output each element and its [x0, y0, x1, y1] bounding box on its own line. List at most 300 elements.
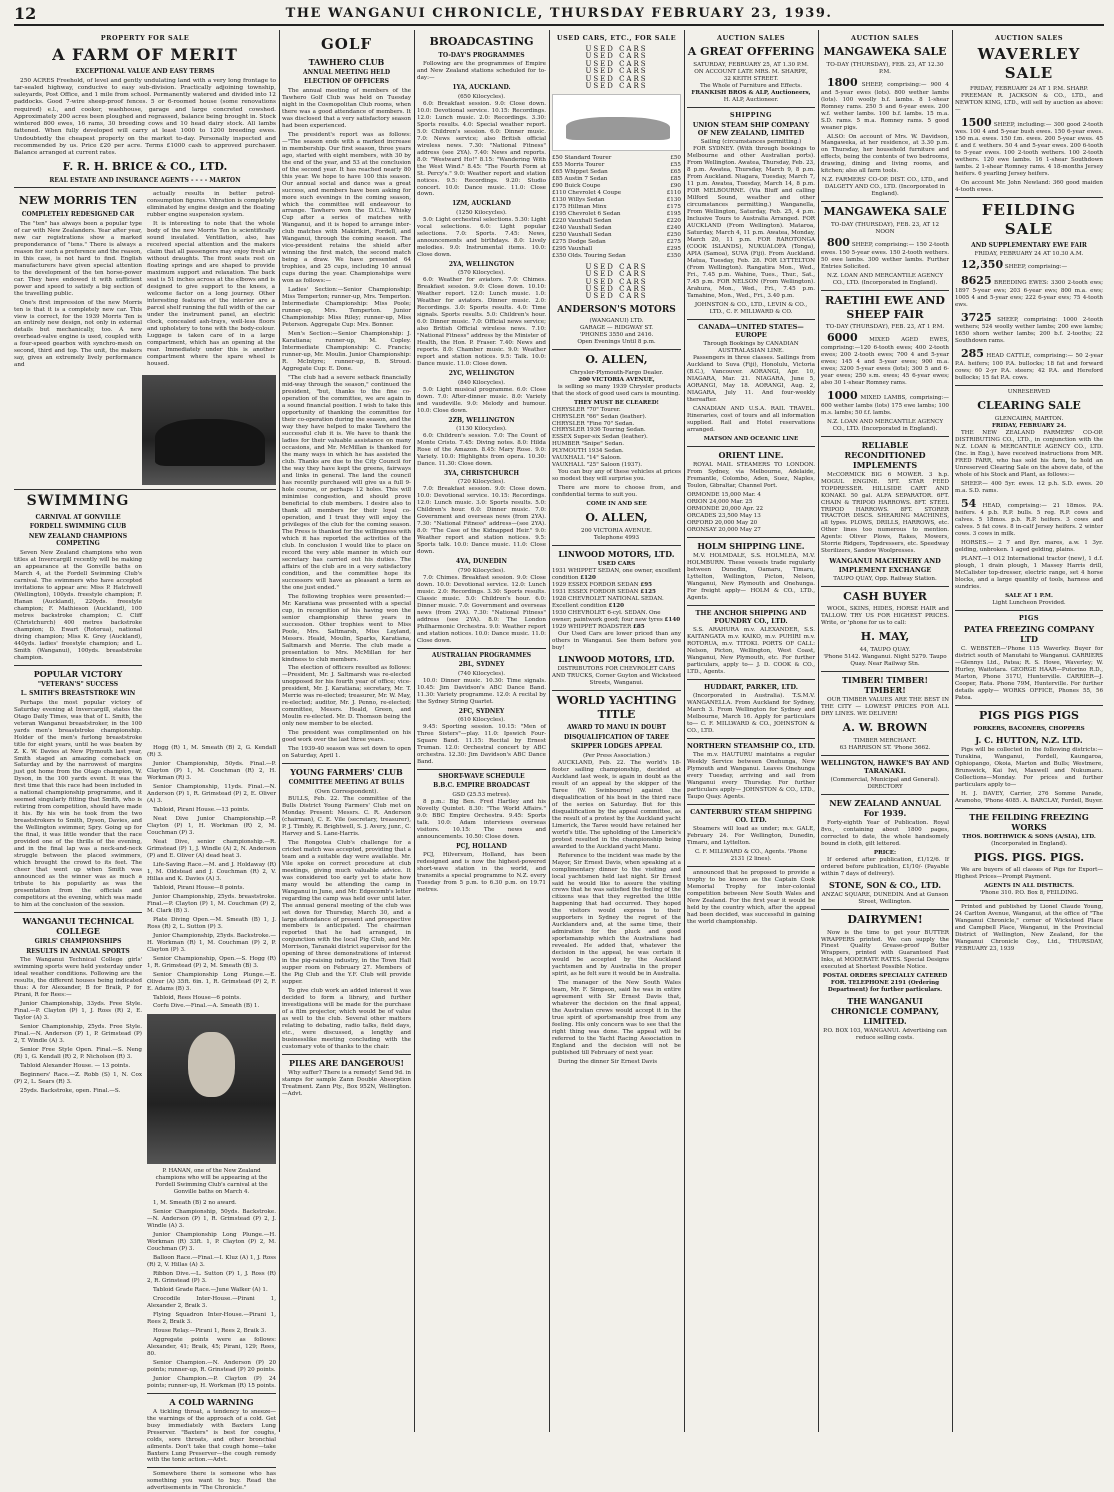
- used-cars-banner: USED CARS USED CARS USED CARS USED CARS USED CARS: [585, 262, 648, 301]
- car-name: £295 Vauxhall: [552, 245, 593, 252]
- holm-paragraph: M.V. HOLMDALE, S.S. HOLMLEA, M.V. HOLMBURN. These vessels trade regularly between Dunedin, Oamaru, Timaru, Lyttelton, Wellington, Picton, Nelson, Wanganui, New Plymouth and Onehunga. For freight apply— HOLM & CO., LTD., Agents.: [687, 552, 815, 601]
- station-name: 2ZB, WELLINGTON: [448, 416, 515, 424]
- car-price: £120: [608, 602, 625, 609]
- allen-car-item: ESSEX Super-six Sedan (leather).: [552, 434, 648, 441]
- morris-paragraph: The "ten" has always been a popular type of car with New Zealanders. Year after year, new car registrations show a marked preponderance of "tens." There is always a reason for such a preference and the reason, in this case, is not hard to find. English manufacturers have given special attention to the development of the ten horse-power car. They have endowed it with sufficient power and speed to satisfy a big section of the travelling public.: [14, 220, 142, 297]
- linwood-name: LINWOOD MOTORS, LTD.: [558, 653, 675, 664]
- waverley-paragraph: FREEMAN R. JACKSON & CO., LTD., and NEWTON KING, LTD., will sell by auction as above:—: [955, 92, 1103, 113]
- allen-name: O. ALLEN,: [585, 352, 648, 366]
- section-heading: PROPERTY FOR SALE: [100, 34, 190, 42]
- station-name: 2FC, SYDNEY: [458, 707, 505, 715]
- result-line: Junior Championship, 50yds. Final.—P. Clayton (P) 1, M. Couchman (R) 2, H. Workman (R) 3.: [147, 760, 276, 781]
- allen-car-item: VAUXHALL "14" Saloon.: [552, 455, 622, 462]
- clearing-horses: HORSES.— 2 7 and 8yr. mares, a.w. 1 3yr. gelding, unbroken. 1 aged gelding, plains.: [955, 540, 1103, 554]
- cold-warning-paragraph: A tickling throat, a tendency to sneeze—the warnings of the approach of a cold. Get busy immediately with Baxters Lung Preserver. "Baxters" is best for coughs, colds, sore throats, and other bronchial ailments. Don't take that cough home—take Baxters Lung Preserver—the cough remedy with the tonic action.—Advt.: [147, 1408, 276, 1464]
- annual-paragraph: Forty-eighth Year of Publication. Royal 8vo., containing about 1800 pages, corrected to date, the whole handsomely bound in cloth, gilt lettered.: [821, 819, 949, 847]
- yfc-correspondent: (Own Correspondent).: [314, 788, 379, 795]
- pigs-banner: PIGS PIGS PIGS: [979, 709, 1079, 723]
- allen-sub: Chrysler-Plymouth-Fargo Dealer.: [569, 369, 664, 376]
- sale-list: SHEEP, comprising:— 900 4 and 5-year ewes (lots). 800 wether lambs (lots). 100 woolly b.f. lambs. 8 1-shear Romney rams. 250 5 and 6-year ewes. 200 w.f. wether lambs. 100 b.f. lambs. 15 m.a. S.D. rams. 5 m.a. Romney rams. 5 good weaner pigs.: [821, 81, 949, 131]
- station-schedule: 6.0: Breakfast session. 9.0: Close down. 10.0: Devotional service. 10.15: Recordings. 12.0: Lunch music. 2.0: Recordings. 3.30: Sports results. 4.0: Special weather report. 5.0: Children's session. 6.0: Dinner music. 7.0: News service; also British official wireless news. 7.30: "National Fitness" address (see 2YA). 7.40: News and reports. 8.0: "Westward Ho!" 8.15: "Wandering With the West Wind." 8.45: "The Fourth Form at St. Percy's." 9.0: Weather report and station notices. 9.5: Recordings. 9.20: Studio concert. 10.0: Dance music. 11.0: Close down.: [417, 100, 546, 198]
- station-frequency: (840 Kilocycles).: [457, 379, 506, 386]
- orient-ship: ORCADES 23,500 May 13: [687, 512, 761, 519]
- mangaweka-date: TO-DAY (THURSDAY), FEB. 23, AT 12.30 P.M.: [826, 61, 944, 75]
- column-divider: [414, 30, 415, 1432]
- station-frequency: (790 Kilocycles).: [457, 567, 506, 574]
- pcj-headline: PCJ, HOLLAND: [456, 842, 507, 850]
- car-name: £275 Dodge Sedan: [552, 239, 606, 245]
- raetihi-date: TO-DAY (THURSDAY), FEB. 23, AT 1 P.M.: [825, 324, 945, 331]
- column-divider: [549, 30, 550, 1432]
- section-heading: AUCTION SALES: [850, 34, 920, 42]
- column-5: [552, 32, 681, 1432]
- swimming-subhead: NEW ZEALAND CHAMPIONS COMPETING: [28, 532, 128, 548]
- hutton-paragraph: Pigs will be collected in the following districts:—Turakina, Wanganui, Fordell, Kaungaroa, Ophiopango, Okoia, Marton and Bulls; Westmere, Brunswick, Kai Iwi, Maxwell and Nukumaru. Collections—Monday. For prices and further particulars apply to—: [955, 746, 1103, 788]
- car-price: £55: [670, 162, 681, 169]
- union-steamship-sub: Sailing (circumstances permitting.): [700, 139, 802, 146]
- great-offering-text: The Whole of Furniture and Effects.: [699, 82, 803, 89]
- directory-heading: WELLINGTON, HAWKE'S BAY AND TARANAKI.: [821, 758, 949, 775]
- borthwick-sub: (Incorporated in England).: [991, 840, 1067, 847]
- allen-car-item: CHRYSLER 1936 Touring Sedan.: [552, 427, 646, 434]
- column-divider: [684, 30, 685, 1432]
- holm-heading: HOLM SHIPPING LINE.: [697, 540, 805, 551]
- station-name: 2YA, WELLINGTON: [448, 260, 515, 268]
- car-name: £85 Austin 7 Sedan: [552, 176, 608, 183]
- chronicle-company: THE WANGANUI CHRONICLE COMPANY, LIMITED.: [830, 996, 940, 1027]
- linwood-car-row: [552, 568, 681, 582]
- great-offering-account: ON ACCOUNT LATE MRS. M. SHARPE,: [694, 68, 808, 75]
- timber-address: 63 HARRISON ST. 'Phone 3662.: [839, 744, 931, 751]
- allen-car-item: CHRYSLER "Fine 70" Sedan.: [552, 420, 635, 427]
- canada-paragraph: CANADIAN AND U.S.A. RAIL TRAVEL. Itineraries, cost of tours and all information supplied. Rail and Hotel reservations arranged.: [687, 405, 815, 433]
- implements-address: TAUPO QUAY, Opp. Railway Station.: [833, 575, 937, 582]
- allen-clear: THEY MUST BE CLEARED!: [573, 399, 660, 406]
- car-row: [552, 197, 681, 204]
- car-name: £65 Whippet Sedan: [552, 169, 608, 176]
- allen-name: O. ALLEN,: [585, 511, 648, 525]
- great-offering-agent: H. ALP, Auctioneer.: [723, 96, 779, 103]
- raetihi-headline: RAETIHI EWE AND SHEEP FAIR: [825, 293, 945, 321]
- wtc-headline: WANGANUI TECHNICAL COLLEGE: [22, 916, 134, 937]
- popular-victory-subhead: L. SMITH'S BREASTSTROKE WIN: [20, 690, 136, 698]
- sale-quantity: 6000: [827, 331, 858, 345]
- patea-name: PATEA FREEZING COMPANY LTD: [963, 624, 1095, 645]
- station-frequency: (650 Kilocycles).: [457, 93, 506, 100]
- allen-car-item: VAUXHALL "25" Saloon (1937).: [552, 462, 643, 469]
- allen-address: 200 VICTORIA AVENUE.: [581, 528, 652, 535]
- shortwave-headline: SHORT-WAVE SCHEDULE: [438, 772, 525, 780]
- pigs-banner: PIGS. PIGS. PIGS.: [973, 850, 1085, 864]
- allen-telephone: Telephone 4993: [593, 535, 640, 542]
- great-offering-address: 32 KEITH STREET.: [723, 75, 779, 82]
- wtc-paragraph: 25yds. Backstroke, open. Final.—S.: [20, 1087, 121, 1094]
- broadcasting-intro: Following are the programmes of Empire and New Zealand stations scheduled for to-day:—: [417, 61, 546, 82]
- result-line: Crocodile Inter-House.—Pirani 1, Alexander 2, Braik 3.: [147, 1295, 276, 1309]
- sale-list: MIXED LAMBS, comprising:— 600 wether lambs (lots) 175 ewe lambs; 100 m.s. lambs; 50 f.f. lambs.: [821, 394, 949, 416]
- patea-paragraph: C. WEBSTER—'Phone 115 Waverley. Buyer for district south of Manutahi to Wanganui. CARRIERS—Glennys Ltd., Patea; R. S. Howe, Waverley; W. Hurley, Waitotara. GEORGE HAAR—Putorino R.D., Marton, Phone 317U, Hunterville. CARRIER—J. Cooper, Rata. Phone 79M, Hunterville. For further details apply— WORKS OFFICE, Phones 55, 56 Patea.: [955, 646, 1103, 702]
- anderson-line: (WANGANUI) LTD.: [589, 317, 644, 324]
- sale-list: BREEDING EWES: 3300 2-tooth ews; 1897 5-year ews; 203 6-year ews; 800 m.a. ews; 1005 4 and 5-year ews; 222 6-year ews; 75 4-tooth ews.: [955, 279, 1104, 308]
- result-line: Aggregate points were as follows: Alexander, 41; Braik, 45; Pirani, 129; Rees, 80.: [147, 1336, 276, 1357]
- directory-sub: (Commercial, Municipal and General). DIRECTORY: [830, 776, 940, 790]
- column-divider: [279, 30, 280, 1432]
- yfc-paragraph: BULLS, Feb. 22. The committee of the Bulls District Young Farmers' Club met on Monday. Present: Messrs. C. R. Anderson (chairman), C. E. Vile (secretary, treasurer), P. J. Timbly, R. Brightwell, S. J. Avery, junr., C. Harvey and S. Lane-Harris.: [282, 795, 411, 837]
- farm-subhead: EXCEPTIONAL VALUE AND EASY TERMS: [75, 68, 215, 76]
- car-row: [552, 239, 681, 246]
- car-name: £90 Buick Coupe: [552, 183, 601, 190]
- yachting-subhead: SKIPPER LODGES APPEAL: [571, 743, 662, 751]
- result-line: Tabloid, Rees House—6 points.: [153, 994, 241, 1001]
- car-name: £240 Vauxhall Sedan: [552, 225, 612, 232]
- sale-quantity: 285: [961, 347, 984, 361]
- swimmer-portrait-photo: [147, 1014, 276, 1164]
- mangaweka-agents: N.Z. FARMERS' CO-OP. DIST. CO., LTD., and DALGETY AND CO., LTD. (Incorporated in England).: [821, 177, 949, 198]
- sale-quantity: 3725: [961, 310, 992, 324]
- photo-caption: P. HANAN, one of the New Zealand champions who will be appearing at the Fordell Swimming Club's carnival at the Gonville baths on March 4.: [155, 1168, 268, 1196]
- column-divider: [952, 30, 953, 1432]
- chronicle-address: P.O. BOX 103, WANGANUI. Advertising can reduce selling costs.: [823, 1028, 947, 1042]
- implements-list: McCORMICK BIG 6 MOWER. 3 h.p. MOGUL ENGINE. 5FT. STAR FEED TOPDRESSER. HILLSIDE CART AND KONAKI. 50 gal. ALFA SEPARATOR. 6FT. CHAIN & TRIPOD HARROWS. 8FT. STEEL TRIPOD HARROWS. 8FT. STORER TRACTOR DISCS. SHEARING MACHINES, all types. PLOWS, DRILLS, HARROWS, etc. Other lines too numerous to mention. Agents: Oliver Plows, Rakes, Mowers, Storrie Ridgers, Topdressers, etc. Speedway Sterilizers, Sandow Woolpresses.: [821, 471, 949, 555]
- union-steamship-body: FOR SYDNEY. (With through bookings to Melbourne and other Australian ports). From Wellington. Awatea, Thursday, Feb. 23, 8 p.m. Awatea, Thursday, March 9, 8 p.m. From Auckland. Niagara, Tuesday, March 7, 11 p.m. Awatea, Tuesday, March 14, 8 p.m. FOR MELBOURNE. (Via Bluff and calling Milford Sound, weather and other circumstances permitting.) Wanganella, From Wellington, Saturday, Feb. 25, 4 p.m. Inclusive Tours to Australia Arranged. FOR AUCKLAND (From Wellington). Mataroa, Saturday, March 4, 11 p.m. Awatea, Monday, March 20, 11 p.m. FOR RAROTONGA (COOK ISLANDS), NUKUALOFA (Tonga), APIA (Samoa), SUVA (Fiji). From Auckland. Matua, Tuesday, Feb. 28. FOR LYTTELTON (From Wellington). Rangatira Mon., Wed., Fri., 7.45 p.m. Wahine, Tues., Thur., Sat., 7.45 p.m. FOR NELSON (From Wellington). Arahura, Mon., Wed., Fri., 7.45 p.m. Tamahine, Mon., Wed., Fri., 3.40 p.m.: [687, 146, 815, 299]
- linwood-car-row: [552, 589, 681, 596]
- waverley-account: On account Mr. John Newland: 360 good maiden 4-tooth ewes.: [955, 180, 1103, 194]
- sale-quantity: 1000: [827, 388, 858, 402]
- result-line: Tabloid, Pirani House.—13 points.: [153, 806, 250, 813]
- station-frequency: (1130 Kilocycles).: [456, 426, 507, 433]
- cash-buyer-paragraph: WOOL, SKINS, HIDES, HORSE HAIR and TALLOW. TRY US FOR HIGHEST PRICES. Write, or 'phone for us to call:: [821, 606, 949, 627]
- borthwick-agents: AGENTS IN ALL DISTRICTS.: [984, 883, 1074, 890]
- union-steamship: UNION STEAM SHIP COMPANY OF NEW ZEALAND, LIMITED: [692, 120, 810, 138]
- car-price: £275: [666, 239, 681, 245]
- masthead: [14, 4, 1104, 26]
- borthwick-paragraph: We are buyers of all classes of Pigs for Export—Highest Prices—Prompt Payment.: [955, 867, 1103, 881]
- station-name: 1YA, AUCKLAND.: [452, 84, 511, 92]
- shortwave-items: 8 p.m.: Big Ben. Fred Hartley and his Novelty Quintet. 8.30: "The World Affairs." 9.0: BBC Empire Orchestra. 9.45: Sports talk. 10.0: Adam interviews overseas visitors. 10.15: The news and announcements. 10.50: Close down.: [417, 798, 546, 840]
- canada-sub: Through Bookings by CANADIAN AUSTRALASIAN LINE.: [703, 341, 799, 354]
- sale-quantity: 8625: [961, 273, 992, 287]
- yachting-paragraph: Reference to the incident was made by the Mayor, Sir Ernest Davis, when speaking at a complimentary dinner to the visiting and local yachtsmen held last night. Sir Ernest said he would like to assure the visiting crews that he was satisfied the feeling of the citizens was that they regretted the little happening that had occurred. They hoped the visitors would express to their supporters in Sydney the regret of the Aucklanders and, at the same time, their admiration for the pluck and good sportsmanship which the Australians had revealed. He added that, whatever the decision in the appeal, he was certain it would be accepted by the Auckland yachtsmen and by Australia in the proper spirit, as he felt sure it would be in Australia.: [552, 852, 681, 978]
- allen-car-list: [552, 407, 681, 470]
- golf-subhead: ANNUAL MEETING HELD: [302, 68, 391, 76]
- linwood-car-row: [552, 610, 681, 624]
- mangaweka-agents: N.Z. LOAN AND MERCANTILE AGENCY CO., LTD. (Incorporated in England).: [826, 272, 944, 286]
- car-row: [552, 190, 681, 197]
- golf-headline: GOLF: [320, 35, 373, 53]
- station-frequency: (1250 Kilocycles).: [456, 209, 507, 216]
- union-steamship-agents: JOHNSTON & CO., LTD., LEVIN & CO., LTD., C. F. MILLWARD & CO.: [694, 301, 808, 315]
- timber-paragraph: OUR TIMBER VALUES ARE THE BEST IN THE CITY — LOWEST PRICES FOR ALL DRY LINES. WE DELIVER!: [821, 697, 949, 717]
- orient-ship: ORMONDE 15,000 Mar. 4: [687, 491, 761, 498]
- allen-car-item: CHRYSLER "70" Tourer.: [552, 406, 621, 413]
- farm-agent: F. R. H. BRICE & CO., LTD.: [62, 160, 228, 174]
- golf-paragraph: "The club had a severe setback financially mid-way through the season," continued the president, "but, thanks to the fine co-operation of the committee, we are again in a sound financial position. I wish to take this opportunity of thanking the committee for their co-operation during the season, and the way they have helped to make Tawhero the successful club it is. We have to thank the ladies for their valuable assistance on many occasions, and Mr. McMillan is thanked for the many ways in which he has assisted the club. Thanks are due to the City Council for the way they have kept the greens, fairways and links in general. The land the council has recently purchased will give us a full 9-hole course, or perhaps 12 holes. This will minimise congestion, and should prove beneficial to club members. I desire also to thank all members for their loyal co-operation, and I trust they will enjoy the privileges of the club for the coming season. The Press is thanked for the willingness with which it has reported the activities of the club. In conclusion I would like to place on record the very able manner in which our secretary has carried out his duties. The affairs of the club are in a very satisfactory condition, and the committee hope its successors will have as pleasant a term as the one just ended.": [282, 375, 411, 591]
- car-row: [552, 169, 681, 176]
- northern-paragraph: The m.v. HAUTURU maintains a regular Weekly Service between Onehunga, New Plymouth and Wanganui. Leaves Onehunga every Tuesday, arriving and sail from Wanganui every Thursday. For further particulars apply— JOHNSTON & CO., LTD., Taupo Quay. Agents.: [687, 751, 815, 800]
- piles-headline: PILES ARE DANGEROUS!: [288, 1058, 405, 1069]
- car-name: 1929 WHIPPET ROADSTER: [552, 623, 633, 630]
- golf-subhead: ELECTION OF OFFICERS: [303, 78, 389, 86]
- wtc-paragraph: Beginners' Race.—Z. Robb (S) 1, N. Cox (P) 2, L. Sears (R) 3.: [14, 1071, 142, 1085]
- clearing-sheep: SHEEP.— 400 5yr. ewes. 12 p.h. S.D. ewes. 20 m.a. S.D. rams.: [955, 480, 1103, 494]
- car-price: £125: [640, 588, 656, 595]
- anchor-paragraph: S.S. ARAHURA m.v. ALEXANDER, S.S. KAITANGATA m.v. KAIKO, m.v. PUHIRI m.v. ROTORUA, m.v. TITOKI. PORTS OF CALL: Nelson, Picton, Wellington, West Coast, Wanganui, New Plymouth, etc. For further particulars, apply to— J. D. COOK & CO., LTD., Agents.: [687, 626, 815, 675]
- waverley-date: FRIDAY, FEBRUARY 24 AT 1 P.M. SHARP.: [969, 85, 1089, 92]
- feilding-freezing-works: THE FEILDING FREEZING WORKS: [969, 811, 1089, 832]
- allen-car-item: PLYMOUTH 1934 Sedan.: [552, 448, 624, 455]
- orient-ship: ORMONDE 20,000 Apr. 22: [687, 505, 764, 512]
- annual-heading: NEW ZEALAND ANNUAL For 1939.: [829, 797, 941, 818]
- car-name: 1931 WHIPPET SEDAN, one owner, excellent condition: [552, 568, 681, 581]
- broadcasting-subhead: TO-DAY'S PROGRAMMES: [438, 51, 525, 59]
- result-line: Neat Dive Junior Championship.—P. Clayton (P) 1, H. Workman (R) 2, M. Couchman (P) 3.: [147, 815, 276, 836]
- newspaper-title: THE WANGANUI CHRONICLE, THURSDAY FEBRUARY 23, 1939.: [285, 6, 833, 21]
- linwood-car-row: [552, 582, 681, 589]
- canterbury-agents: C. F. MILLWARD & CO., Agents. 'Phone 2131 (2 lines).: [694, 848, 808, 862]
- car-price: £50: [670, 155, 681, 162]
- result-line: Senior Championship, Open.—S. Hogg (R) 1, R. Grimstead (P) 2, M. Smeath (B) 3.: [147, 955, 276, 969]
- wtc-paragraph: Junior Championship, 33yds. Free Style. Final.—P. Clayton (P) 1, J. Ross (R) 2, E. Taylor (A) 3.: [14, 1001, 142, 1022]
- linwood-car-row: [552, 624, 681, 631]
- huddart-heading: HUDDART, PARKER, LTD.: [704, 682, 798, 691]
- yachting-subhead: DISQUALIFICATION OF TAREE: [563, 733, 670, 741]
- borthwick-name: THOS. BORTHWICK & SONS (A/SIA), LTD.: [962, 833, 1096, 840]
- northern-heading: NORTHERN STEAMSHIP CO., LTD.: [687, 741, 815, 750]
- hutton-agents: H. J. DAVEY, Carrier, 276 Somme Parade, Aramoho, 'Phone 4085. A. BARCLAY, Fordell, Buyer.: [955, 790, 1103, 804]
- yfc-headline: YOUNG FARMERS' CLUB: [290, 767, 403, 778]
- orient-heading: ORIENT LINE.: [718, 449, 784, 460]
- orient-ship: ORION 24,000 Mar. 25: [687, 498, 753, 505]
- section-heading: AUCTION SALES: [994, 34, 1064, 42]
- cars-illustration: [552, 94, 681, 151]
- car-price: £130: [666, 197, 681, 204]
- column-3: [282, 32, 411, 1432]
- result-line: Senior Championship Long Plunge.—E. Oliver (A) 35ft. 6in. 1, R. Grimstead (P) 2, F. E. Adams (B) 3.: [147, 971, 276, 992]
- car-price: £250: [666, 232, 681, 239]
- swimming-paragraph: Seven New Zealand champions who won titles at Invercargill recently will be making an appearance at the Gonville baths on March 4, at the Fordell Swimming Club's carnival. The swimmers who have accepted invitations to appear are: Miss P. Hatchwell (Wellington), 100yds. freestyle champion; F. Hanan (Auckland), 220yds. freestyle champion; F. Mathieson (Auckland), 100 metres backstroke champion; C. Cliff (Christchurch) 400 metres backstroke champion; D. Ewart (Rotorua), national diving champion; Miss K. Grey (Auckland), 440yds. ladies' freestyle champion; and L. Smith (Wanganui), 100yds. breaststroke champion.: [14, 549, 142, 661]
- mangaweka-also: ALSO: On account of Mrs. W. Davidson, Mangaweka, at her residence, at 3.30 p.m. on Thursday, her household furniture and effects, being the contents of two bedrooms, drawing, dining and living rooms, and kitchen; also all farm tools.: [821, 133, 949, 175]
- feilding-headline: FEILDING SALE: [981, 201, 1077, 238]
- result-line: Ribbon Dive.—L. Sutton (P) 1, J. Ross (R) 2, R. Grinstead (P) 3.: [147, 1270, 276, 1284]
- car-name: £55 Morris Tourer: [552, 162, 605, 169]
- clearing-date: FRIDAY, FEBRUARY 24.: [991, 422, 1067, 429]
- swimming-subhead: CARNIVAL AT GONVILLE: [35, 513, 121, 521]
- station-schedule: 5.0: Light musical programme. 6.0: Close down. 7.0: After-dinner music. 8.0: Variety and vaudeville. 9.0: Melody and humour. 10.0: Close down.: [417, 386, 546, 414]
- anderson-motors: ANDERSON'S MOTORS: [557, 304, 676, 315]
- sale-quantity: 800: [827, 236, 850, 250]
- swimming-headline: SWIMMING: [26, 493, 130, 510]
- imprint: Printed and published by Lionel Claude Young, 24 Carlton Avenue, Wanganui, at the office of "The Wanganui Chronicle," corner of Wicksteed Place and Campbell Place, Wanganui, in the Provincial District of Wellington, New Zealand, for the Wanganui Chronicle Coy., Ltd., THURSDAY, FEBRUARY 23, 1939: [955, 904, 1103, 953]
- sale-list: SHEEP, comprising: 1000 2-tooth wethers; 524 woolly wether lambs; 200 ewe lambs; 1650 shorn wether lambs; 200 b.f. 2-tooths; 22 Southdown rams.: [955, 316, 1103, 345]
- page-number: 12: [14, 4, 37, 23]
- golf-paragraph: The annual meeting of members of the Tawhero Golf Club was held on Tuesday night in the Cosmopolitan Club rooms, when there was a good attendance of members. It was disclosed that a very satisfactory season had been experienced.: [282, 87, 411, 129]
- car-price: £85: [670, 176, 681, 183]
- may-name: H. MAY,: [860, 630, 910, 644]
- yachting-continued: announced that he proposed to provide a trophy to be known as the Captain Cook Memorial Trophy for inter-colonial competition between New South Wales and New Zealand. For the first year it would be held by the country which, after the appeal had been decided, was successful in gaining the world championship.: [687, 869, 815, 925]
- anchor-heading: THE ANCHOR SHIPPING AND FOUNDRY CO., LTD.: [695, 608, 807, 625]
- morris-paragraph: It is interesting to note that the whole body of the new Morris Ten is scientifically sound insulated. Ventilation, also, has received special attention and the makers claim that all passengers may enjoy fresh air without draughts. The front seats rest on floating springs and are shaped to provide maximum support and relaxation. The back seat is 51 inches across at the elbows and is designed to give support to the knees, a welcome factor on a long journey. Other interesting features of the interior are a parcel shelf running the full width of the car under the instrument panel, an electric clock, concealed ash-trays, well-less floors and upholstery to tone with the body-colour. Luggage is taken care of in a large compartment, which has an opening at the rear. Immediately under this is another compartment where the spare wheel is housed.: [147, 221, 275, 368]
- anderson-line: GARAGE — RIDGWAY ST.: [579, 324, 654, 331]
- morris-subhead: COMPLETELY REDESIGNED CAR: [21, 211, 135, 219]
- station-frequency: (720 Kilocycles).: [457, 479, 506, 486]
- allen-paragraph: is selling so many 1939 Chrysler products that the stock of good used cars is mounting.: [552, 383, 681, 397]
- australian-headline: AUSTRALIAN PROGRAMMES: [431, 651, 532, 659]
- allen-address: 200 VICTORIA AVENUE,: [578, 376, 655, 383]
- linwood-car-row: [552, 596, 681, 610]
- sale-quantity: 12,350: [961, 258, 1004, 272]
- shipping-heading: SHIPPING: [729, 110, 773, 119]
- car-name: £175 Hillman Minx: [552, 204, 607, 211]
- car-price: £220: [666, 218, 681, 225]
- station-name: 1ZM, AUCKLAND: [452, 200, 511, 208]
- yfc-paragraph: To give club work an added interest it was decided to form a library, and further investigations will be made for the purchase of a film projector, which would be of value as well to the club. Several other matters relating to debating, radio talks, field days, etc., were discussed, a lengthy and businesslike meeting concluding with the customary vote of thanks to the chair.: [282, 988, 411, 1051]
- wtc-subhead: GIRLS' CHAMPIONSHIPS: [34, 938, 122, 946]
- allen-paragraph: You can buy any of these vehicles at prices so modest they will surprise you.: [552, 469, 681, 483]
- yfc-paragraph: The Rongotea Club's challenge for a cricket match was accepted, providing that a team and a suitable day were available. Mr. Vile spoke on correct procedure at club meetings, giving much valuable advice. It was considered too early yet to state how many would be attending the camp in Wanganui in June, and Mr. Edgecomb's letter regarding the camp was held over until later. The annual general meeting of the club was set down for Thursday, March 30, and a large attendance of present and prospective members is anticipated. The chairman reported that he had arranged, in conjunction with the local Pig Club, and Mr. Morrison, Taranaki district supervisor for the opening of three demonstrations of interest in the pig-raising industry, in the Town Hall supper room on February 27. Members of the Pig Club and the Y.F. Club will provide supper.: [282, 839, 412, 986]
- car-row: [552, 232, 681, 239]
- station-list: [417, 84, 546, 644]
- yachting-paragraph: During the dinner Sir Ernest Davis: [558, 1059, 658, 1066]
- timber-headline: TIMBER! TIMBER! TIMBER!: [842, 675, 928, 696]
- broadcasting-headline: BROADCASTING: [429, 35, 534, 48]
- car-name: £350 Olds. Touring Sedan: [552, 252, 626, 259]
- canterbury-heading: CANTERBURY STEAM SHIPPING CO. LTD.: [690, 807, 812, 824]
- car-price: £350: [666, 252, 681, 259]
- golf-paragraph: The following trophies were presented:—Mr. Karatiana was presented with a special cup, in recognition of his having won the senior championship three years in succession. Other trophies went to Miss Poole, Mrs. Saltmarsh, Miss Leyland, Messrs. Heald, Moulin, Sparks, Karatiana, Saltmarsh and Merrie. The club made a presentation to Mrs. McMillan for her kindness to club members.: [282, 593, 411, 663]
- car-price: £95: [640, 581, 653, 588]
- clearing-lunch: Light Luncheon Provided.: [992, 600, 1066, 607]
- result-line: Hogg (R) 1, M. Smeath (B) 2, G. Kendall (R) 3.: [147, 745, 276, 758]
- unreserved-label: UNRESERVED: [1007, 389, 1051, 396]
- dairymen-headline: DAIRYMEN!: [847, 912, 923, 926]
- car-name: 1931 ESSEX FORDOR SEDAN: [552, 588, 641, 595]
- car-name: 1929 ESSEX FORDOR SEDAN: [552, 581, 641, 588]
- golf-paragraph: The president was complimented on his good work over the last three years.: [282, 730, 411, 744]
- sale-quantity: 1800: [827, 75, 858, 89]
- cold-warning-headline: A COLD WARNING: [169, 1396, 254, 1407]
- car-row: [552, 246, 681, 253]
- car-row: [552, 211, 681, 218]
- car-name: £220 Vauxhall Sedan: [552, 218, 612, 225]
- car-price: £195: [666, 211, 681, 218]
- sale-list: SHEEP, comprising:—: [1004, 264, 1068, 271]
- great-offering-agent: FRANKISH BROS & ALP, Auctioneers,: [691, 89, 811, 96]
- result-line: Flying Squadron Inter-House.—Pirani 1, Rees 2, Braik 3.: [147, 1311, 276, 1325]
- clearing-paragraph: THE NEW ZEALAND FARMERS' CO-OP. DISTRIBUTING CO., LTD., in conjunction with the N.Z. LOAN & MERCANTILE AGENCY CO., LTD. (Inc. in Eng.), have received instructions from MR. FRED FARR, who has sold his farm, to hold an Unreserved Clearing Sale on the above date, of the whole of his Stock and Plant, as follows:—: [955, 429, 1103, 478]
- morris-car-photo: [142, 375, 276, 485]
- station-frequency: (740 Kilocycles).: [457, 670, 506, 677]
- car-price: £120: [580, 575, 596, 581]
- car-price: £140: [664, 616, 681, 623]
- pigs-heading: PIGS: [1018, 614, 1040, 623]
- linwood-name: LINWOOD MOTORS, LTD.: [558, 549, 675, 560]
- wtc-paragraph: Tabloid Alexander House. — 13 points.: [20, 1062, 131, 1069]
- column-4: [417, 32, 546, 1432]
- annual-price-label: PRICE:: [873, 849, 897, 856]
- timber-sub: TIMBER MERCHANT.: [853, 737, 917, 744]
- yfc-subhead: COMMITTEE MEETING AT BULLS: [288, 779, 405, 787]
- allen-car-item: HUMBER "Snipe" Sedan.: [552, 441, 624, 448]
- feilding-date: FRIDAY, FEBRUARY 24 AT 10.30 A.M.: [974, 251, 1084, 258]
- great-offering-headline: A GREAT OFFERING: [687, 45, 815, 59]
- result-line: Balloon Race.—Final.—I. Kluz (A) 1, J. Ross (R) 2, V. Hillas (A) 3.: [147, 1254, 276, 1268]
- great-offering-date: SATURDAY, FEBRUARY 25, AT 1.30 P.M.: [693, 61, 809, 68]
- station-schedule: 5.0: Light orchestral selections. 5.30: Light vocal selections. 6.0: Light popular selections. 7.0: Sports. 7.45: News, announcements and birthdays. 8.0: Lively melodies. 9.0: Instrumental items. 10.0: Close down.: [417, 216, 546, 258]
- car-row: [552, 253, 681, 260]
- result-line: Plate Diving Open.—M. Smeath (B) 1, J. Ross (R) 2, L. Sutton (P) 3.: [147, 916, 276, 930]
- car-row: [552, 204, 681, 211]
- golf-paragraph: The 1939-40 season was set down to open on Saturday, April 1.: [282, 746, 411, 760]
- car-name: 1930 CHEVROLET 6-cyl. SEDAN. One owner; paintwork good; four new tyres: [552, 609, 665, 623]
- farm-body: 250 ACRES Freehold, of level and gently undulating land with a very long frontage to tar-sealed highway, conducive to easy sub-division. Practically adjoining township, saleyards, Post Office, and 1 mile from school. Permanently watered and divided into 12 paddocks. Good 7-wire sheep-proof fences. 5 or 6-roomed house (some renovations required) e.l., and cooker, washhouse, garage and large concreted cowshed. Approximately 200 acres been ploughed and regrassed, balance being brought in. Stock wintered 800 ewes, 16 rams, 30 breeding cows and 10 head dairy stock. All lambs fattened. When fully developed will carry at least 1000 to 1200 breeding ewes. Undoubtedly the cheapest property on the market to-day. Personally inspected and recommended by us. Price £20 per acre. Terms £1000 cash to approved purchaser. Balance arranged at current rates.: [14, 77, 276, 156]
- huddart-paragraph: (Incorporated in Australia). T.S.M.V. WANGANELLA. From Auckland for Sydney, March 3. From Wellington for Sydney and Melbourne, March 16. Apply for particulars to— C. F. MILLWARD & CO., JOHNSTON & CO., LTD.: [687, 692, 815, 734]
- golf-club: TAWHERO CLUB: [308, 56, 385, 67]
- morris-headline: NEW MORRIS TEN: [18, 194, 138, 208]
- sale-list: SHEEP, comprising:— 150 2-tooth ewes. 150 5-year ewes. 150 2-tooth wethers. 50 ewe lambs. 300 wether lambs. Further Entries Solicited.: [821, 242, 949, 270]
- clearing-plant: PLANT.—1 O12 International tractor (new), 1 d.f. plough, 1 drain plough, 1 Massey Harris drill, McCalister top-dresser, electric range, set 4 horse blocks, and a large quantity of tools, harness and sundries.: [955, 556, 1103, 591]
- used-cars-banner: USED CARS USED CARS USED CARS USED CARS USED CARS USED CARS: [585, 45, 648, 90]
- orient-list: [687, 492, 815, 534]
- result-line: Life-Saving Race.—M. and J. Holdaway (R) 1, M. Oldstead and J. Couchman (R) 2, V. Hillas and K. Davies (A) 3.: [147, 861, 276, 882]
- station-name: 2YC, WELLINGTON: [448, 370, 515, 378]
- hutton-name: J. C. HUTTON, N.Z. LTD.: [975, 734, 1083, 745]
- result-line: Tabloid Grade Race.—June Walker (A) 1.: [153, 1286, 268, 1293]
- mangaweka-date: TO-DAY (THURSDAY), FEB. 23, AT 12 NOON: [830, 222, 940, 236]
- dairymen-paragraph: Now is the time to get your BUTTER WRAPPERS printed. We can supply the Finest Quality Grease-proof Butter Wrappers, printed with Guaranteed Fast Inks, at MODERATE RATES. Special Designs executed at Shortest Possible Notice.: [821, 929, 949, 971]
- clearing-time: SALE AT 1 P.M.: [1005, 593, 1053, 600]
- golf-paragraph: The election of officers resulted as follows:—President, Mr. J. Saltmarsh was re-elected unopposed for his fourth year of office; vice-president, Mr. J. Karatiana; secretary, Mr. T. Merrie was re-elected; treasurer, Mr. W. May, re-elected; auditor, Mr. J. Penno, re-elected; committee, Messrs. Heald, Green, and Moulin re-elected. Mr. D. Thomson being the only new member to be elected.: [282, 665, 411, 728]
- popular-victory-headline: POPULAR VICTORY: [33, 668, 123, 679]
- timber-name: A. W. BROWN: [842, 720, 928, 734]
- car-row: [552, 162, 681, 169]
- yachting-press: (Per Press Association.): [582, 752, 651, 759]
- allen-car-item: CHRYSLER "66" Sedan (leather).: [552, 413, 647, 420]
- linwood-paragraph: Our Used Cars are lower priced than any others in Wanganui. See them before you buy!: [552, 630, 681, 651]
- morris-paragraph: actually results in better petrol-consumption figures. Vibration is completely eliminated by engine design and the floating rubber engine suspension system.: [147, 191, 275, 219]
- column-7: [821, 32, 949, 1432]
- car-price: £65: [670, 169, 681, 176]
- clearing-location: GLENCAIRN, MARTON.: [994, 415, 1064, 422]
- result-line: House Relay.—Pirani 1, Rees 2, Braik 3.: [153, 1327, 267, 1334]
- car-name: £130 Willys Sedan: [552, 197, 605, 204]
- orient-paragraph: ROYAL MAIL STEAMERS TO LONDON. From Sydney, via Melbourne, Adelaide, Fremantle, Colombo, Aden, Suez, Naples, Toulon, Gibraltar, Channel Port.: [687, 461, 815, 489]
- golf-paragraph: Men's Section:—Senior Championship: J. Karatiana; runner-up, M. Copley. Intermediate Championship: C. Francis; runner-up, Mr. Moulin. Junior Championship: R. McIntyre; runner-up, B. Stroud. Aggregate Cup: E. Done.: [282, 331, 411, 373]
- result-line: 1, M. Smeath (B) 2 no award.: [153, 1199, 237, 1206]
- sale-list: HEAD, comprising:— 21 18mos. P.A. heifers. 4 p.b. R.P. bulls. 5 reg. R.P. cows and calves. 5 18mos. p.b. R.P. heifers. 3 cows and calves. 5 fat cows. 8 in-calf Jersey heifers. 2 winter cows. 3 cows in milk.: [955, 502, 1103, 538]
- station-name: 4YA, DUNEDIN: [456, 558, 507, 566]
- canada-heading: CANADA—UNITED STATES—EUROPE: [698, 322, 804, 339]
- car-price: £85: [632, 623, 645, 630]
- station-name: 2BL, SYDNEY: [458, 661, 505, 669]
- linwood-car-list: [552, 568, 681, 631]
- mangaweka-headline: MANGAWEKA SALE: [823, 205, 947, 219]
- station-frequency: (610 Kilocycles).: [457, 717, 506, 724]
- car-name: 1928 CHEVROLET NATIONAL SEDAN. Excellent condition: [552, 595, 664, 609]
- yachting-subhead: AWARD TO MANU IN DOUBT: [566, 724, 667, 732]
- matson-line: MATSON AND OCEANIC LINE: [703, 435, 799, 442]
- section-heading: USED CARS, ETC., FOR SALE: [556, 34, 677, 42]
- result-line: Corfu Dive.—Final.—A. Smeath (B) 1.: [153, 1003, 260, 1010]
- station-frequency: (570 Kilocycles).: [457, 270, 506, 277]
- piles-paragraph: Why suffer? There is a remedy! Send 9d. in stamps for sample Zann Double Absorption Treatment. Zann Pty., Box 952N, Wellington.—Advt.: [282, 1070, 412, 1098]
- station-schedule: 9.45: Sporting session. 10.15: "Men of Three Sisters"—play. 11.0: Ipswich Four-Square Band. 11.15: Recital by Ernest Truman. 12.0: Orchestral concert by ABC orchestra. 12.30: Jim Davidson's ABC Dance Band.: [417, 724, 546, 765]
- implements-exchange: WANGANUI MACHINERY AND IMPLEMENT EXCHANGE: [829, 557, 941, 574]
- orient-ship: ORFORD 20,000 May 20: [687, 519, 758, 526]
- station-schedule: 6.0: Children's session. 7.0: The Count of Monte Cristo. 7.45: Diving notes. 8.0: Hilda Rose of the Amazon. 8.45: Mary Rose. 9.0: Variety. 10.0: Highlights from opera. 10.30: Dance. 11.30: Close down.: [417, 433, 546, 467]
- car-price: £90: [670, 183, 681, 190]
- station-schedule: 7.0: Chimes. Breakfast session. 9.0: Close down. 10.0: Devotional service. 12.0: Lunch music. 2.0: Recordings. 3.30: Sports results. Classic music. 5.0: Children's hour. 6.0: Dinner music. 7.0: Government and overseas news (from 2YA). 7.30: "National Fitness" address (see 2YA). 8.0: The London Philharmonic Orchestra. 9.0: Weather report and station notices. 10.0: Dance music. 11.0: Close down.: [417, 574, 546, 644]
- golf-paragraph: Ladies' Section:—Senior Championship: Miss Temperton; runner-up, Mrs. Temperton. Intermediate Championship: Miss Poole; runner-up, Mrs. Temperton. Junior Championship: Miss Riley; runner-up, Miss Peterson. Aggregate Cup: Mrs. Bonner.: [282, 287, 411, 329]
